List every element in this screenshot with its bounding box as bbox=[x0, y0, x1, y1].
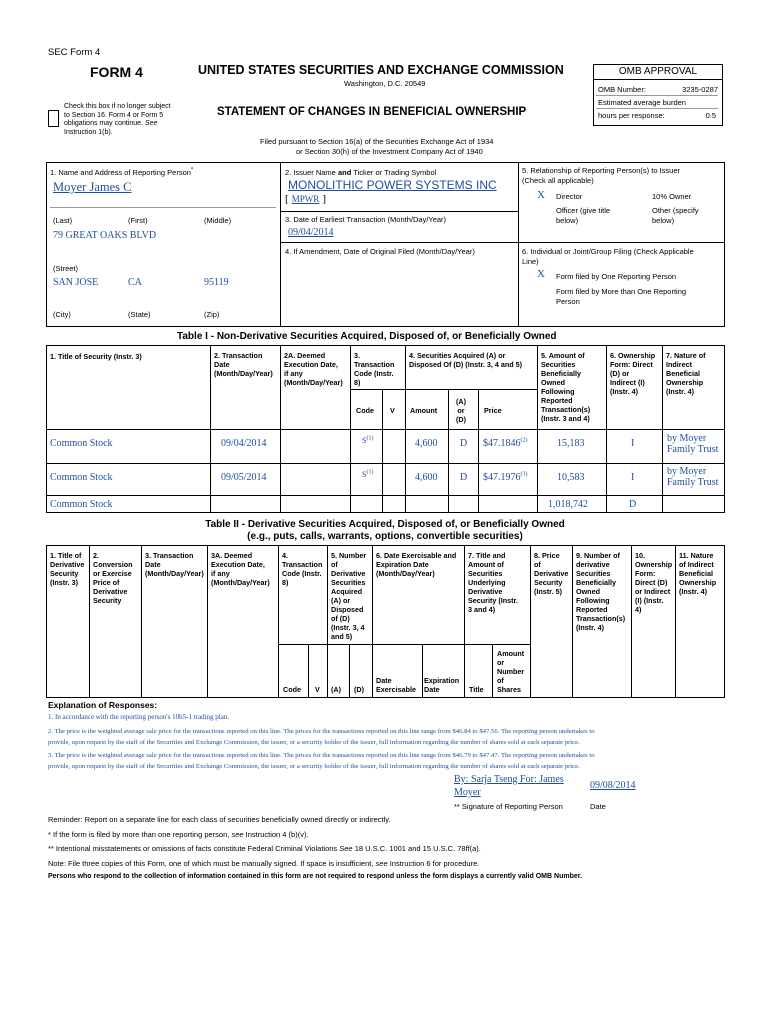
t2-h-number: 5. Number of Derivative Securities Acquired (A) or Disposed of (D) (Instr. 3, 4 and 5) bbox=[331, 551, 367, 641]
director-option: Director bbox=[556, 192, 583, 201]
filed-pursuant-1: Filed pursuant to Section 16(a) of the Securities Exchange Act of 1934 bbox=[260, 137, 494, 146]
issuer-label: 2. Issuer Name and Ticker or Trading Symbol bbox=[285, 168, 437, 177]
t2-h-number-owned: 9. Number of derivative Securities Beneficially Owned Following Reported Transaction(s) (Instr. 4) bbox=[576, 551, 626, 632]
one-person-option: Form filed by One Reporting Person bbox=[556, 272, 677, 281]
city-value: SAN JOSE bbox=[53, 277, 99, 288]
t1-h-deemed: 2A. Deemed Execution Date, if any (Month/Day/Year) bbox=[284, 351, 343, 387]
middle-name-label: (Middle) bbox=[204, 216, 232, 225]
checkbox-instruction: Check this box if no longer subject to Section 16. Form 4 or Form 5 obligations may continue. See Instruction 1(b). bbox=[64, 103, 171, 136]
t2-h-price: 8. Price of Derivative Security (Instr. 5) bbox=[534, 551, 569, 596]
table1-title: Table I - Non-Derivative Securities Acquired, Disposed of, or Beneficially Owned bbox=[177, 331, 557, 342]
t2-sub-amount: Amount or Number of Shares bbox=[497, 649, 525, 694]
t1-h-code: 3. Transaction Code (Instr. 8) bbox=[354, 351, 395, 387]
t2-sub-title: Title bbox=[469, 685, 484, 694]
t2-h-date: 3. Transaction Date (Month/Day/Year) bbox=[145, 551, 204, 578]
t2-sub-code: Code bbox=[283, 685, 301, 694]
t1-h-ownership-form: 6. Ownership Form: Direct (D) or Indirect (I) (Instr. 4) bbox=[610, 351, 656, 396]
other-option: Other (specify below) bbox=[652, 206, 699, 225]
filed-pursuant-2: or Section 30(h) of the Investment Company Act of 1940 bbox=[296, 147, 483, 156]
footnote-2: 2. The price is the weighted average sale price for the transactions reported on this line. The prices for the transactions reported on this line range from $46.84 to $47.56. The reporting person undertakes to provide, upon request by the staff of the Securities and Exchange Commission, the issuer, or a security holder of the issuer, full information regarding the number of shares sold at each separate price. bbox=[48, 728, 595, 746]
t1-sub-amount: Amount bbox=[410, 406, 438, 415]
t2-sub-date-exercisable: Date Exercisable bbox=[376, 676, 416, 694]
street-address: 79 GREAT OAKS BLVD bbox=[53, 230, 157, 241]
t2-h-title: 1. Title of Derivative Security (Instr. 3) bbox=[50, 551, 85, 587]
table2-title: Table II - Derivative Securities Acquired, Disposed of, or Beneficially Owned (e.g., puts, calls, warrants, options, convertible securities) bbox=[205, 519, 565, 542]
t2-sub-v: V bbox=[315, 685, 320, 694]
signature-date-label: Date bbox=[590, 802, 606, 811]
form-title: FORM 4 bbox=[90, 64, 143, 80]
omb-number-value: 3235-0287 bbox=[682, 85, 718, 94]
footnote-star: * If the form is filed by more than one reporting person, see Instruction 4 (b)(v). bbox=[48, 830, 309, 839]
zip-value: 95119 bbox=[204, 277, 229, 288]
note-text: Note: File three copies of this Form, one of which must be manually signed. If space is insufficient, see Instruction 6 for procedure. bbox=[48, 859, 480, 868]
t1-sub-price: Price bbox=[484, 406, 502, 415]
t2-h-exercisable: 6. Date Exercisable and Expiration Date (Month/Day/Year) bbox=[376, 551, 457, 578]
omb-hours-value: 0.5 bbox=[705, 111, 716, 120]
commission-address: Washington, D.C. 20549 bbox=[344, 79, 426, 88]
t1-h-nature: 7. Nature of Indirect Beneficial Ownership (Instr. 4) bbox=[666, 351, 706, 396]
t2-h-code: 4. Transaction Code (Instr. 8) bbox=[282, 551, 323, 587]
filing-label: 6. Individual or Joint/Group Filing (Check Applicable Line) bbox=[522, 247, 694, 266]
reminder-text: Reminder: Report on a separate line for each class of securities beneficially owned directly or indirectly. bbox=[48, 815, 391, 824]
omb-persons-notice: Persons who respond to the collection of information contained in this form are not required to respond unless the form displays a currently valid OMB Number. bbox=[48, 873, 583, 880]
issuer-ticker: [ MPWR ] bbox=[285, 193, 326, 205]
no-longer-subject-checkbox[interactable] bbox=[48, 110, 59, 127]
t2-sub-a: (A) bbox=[331, 685, 341, 694]
t2-sub-expiration: Expiration Date bbox=[424, 676, 460, 694]
t2-h-deemed: 3A. Deemed Execution Date, if any (Month/Day/Year) bbox=[211, 551, 270, 587]
first-name-label: (First) bbox=[128, 216, 148, 225]
multi-person-option: Form filed by More than One Reporting Person bbox=[556, 287, 687, 306]
t2-h-ownership-form: 10. Ownership Form: Direct (D) or Indirect (I) (Instr. 4) bbox=[635, 551, 673, 614]
state-label: (State) bbox=[128, 310, 151, 319]
reporting-person-name: Moyer James C bbox=[53, 180, 132, 194]
earliest-transaction-date: 09/04/2014 bbox=[288, 227, 334, 238]
footnote-double-star: ** Intentional misstatements or omissions of facts constitute Federal Criminal Violations See 18 U.S.C. 1001 and 15 U.S.C. 78ff(a). bbox=[48, 844, 481, 853]
sec-form-label: SEC Form 4 bbox=[48, 47, 101, 58]
one-person-mark[interactable]: X bbox=[537, 268, 545, 280]
t1-h-title: 1. Title of Security (Instr. 3) bbox=[50, 352, 142, 361]
explanation-title: Explanation of Responses: bbox=[48, 700, 158, 710]
state-value: CA bbox=[128, 277, 142, 288]
zip-label: (Zip) bbox=[204, 310, 220, 319]
director-mark[interactable]: X bbox=[537, 189, 545, 201]
t1-sub-v: V bbox=[390, 406, 395, 415]
t2-h-underlying: 7. Title and Amount of Securities Underlying Derivative Security (Instr. 3 and 4) bbox=[468, 551, 518, 614]
issuer-name: MONOLITHIC POWER SYSTEMS INC bbox=[288, 178, 497, 192]
reporting-person-label: 1. Name and Address of Reporting Person* bbox=[50, 167, 194, 177]
footnote-3: 3. The price is the weighted average sale price for the transactions reported on this line. The prices for the transactions reported on this line range from $46.79 to $47.47. The reporting person undertakes to provide, upon request by the staff of the Securities and Exchange Commission, the issuer, or a security holder of the issuer, full information regarding the number of shares sold at each separate price. bbox=[48, 752, 595, 770]
ticker-symbol: MPWR bbox=[291, 194, 320, 204]
earliest-transaction-label: 3. Date of Earliest Transaction (Month/Day/Year) bbox=[285, 215, 447, 224]
t1-sub-code: Code bbox=[356, 406, 374, 415]
t1-h-amount-owned: 5. Amount of Securities Beneficially Owned Following Reported Transaction(s) (Instr. 3 and 4) bbox=[541, 351, 591, 423]
ten-percent-owner-option: 10% Owner bbox=[652, 192, 692, 201]
statement-title: STATEMENT OF CHANGES IN BENEFICIAL OWNERSHIP bbox=[217, 106, 527, 118]
t1-h-securities: 4. Securities Acquired (A) or Disposed Of (D) (Instr. 3, 4 and 5) bbox=[409, 351, 523, 369]
footnote-1: 1. In accordance with the reporting person's 10b5-1 trading plan. bbox=[48, 713, 230, 721]
t1-sub-ad: (A) or (D) bbox=[456, 397, 466, 424]
signature-name: By: Sarja Tseng For: James Moyer bbox=[454, 774, 564, 798]
amendment-label: 4. If Amendment, Date of Original Filed (Month/Day/Year) bbox=[285, 247, 475, 256]
omb-burden-label: Estimated average burden bbox=[598, 98, 686, 107]
officer-option: Officer (give title below) bbox=[556, 206, 611, 225]
signature-date: 09/08/2014 bbox=[590, 780, 636, 791]
signature-label: ** Signature of Reporting Person bbox=[454, 802, 563, 811]
city-label: (City) bbox=[53, 310, 71, 319]
omb-approval-title: OMB APPROVAL bbox=[594, 65, 722, 80]
omb-hours-label: hours per response: bbox=[598, 111, 665, 120]
t2-h-conversion: 2. Conversion or Exercise Price of Derivative Security bbox=[93, 551, 133, 605]
last-name-label: (Last) bbox=[53, 216, 73, 225]
omb-number-label: OMB Number: bbox=[598, 85, 646, 94]
street-label: (Street) bbox=[53, 264, 79, 273]
t1-h-date: 2. Transaction Date (Month/Day/Year) bbox=[214, 351, 273, 378]
t2-h-nature: 11. Nature of Indirect Beneficial Ownership (Instr. 4) bbox=[679, 551, 717, 596]
t2-sub-d: (D) bbox=[354, 685, 364, 694]
commission-title: UNITED STATES SECURITIES AND EXCHANGE COMMISSION bbox=[198, 63, 564, 77]
relationship-label: 5. Relationship of Reporting Person(s) to Issuer (Check all applicable) bbox=[522, 166, 680, 185]
